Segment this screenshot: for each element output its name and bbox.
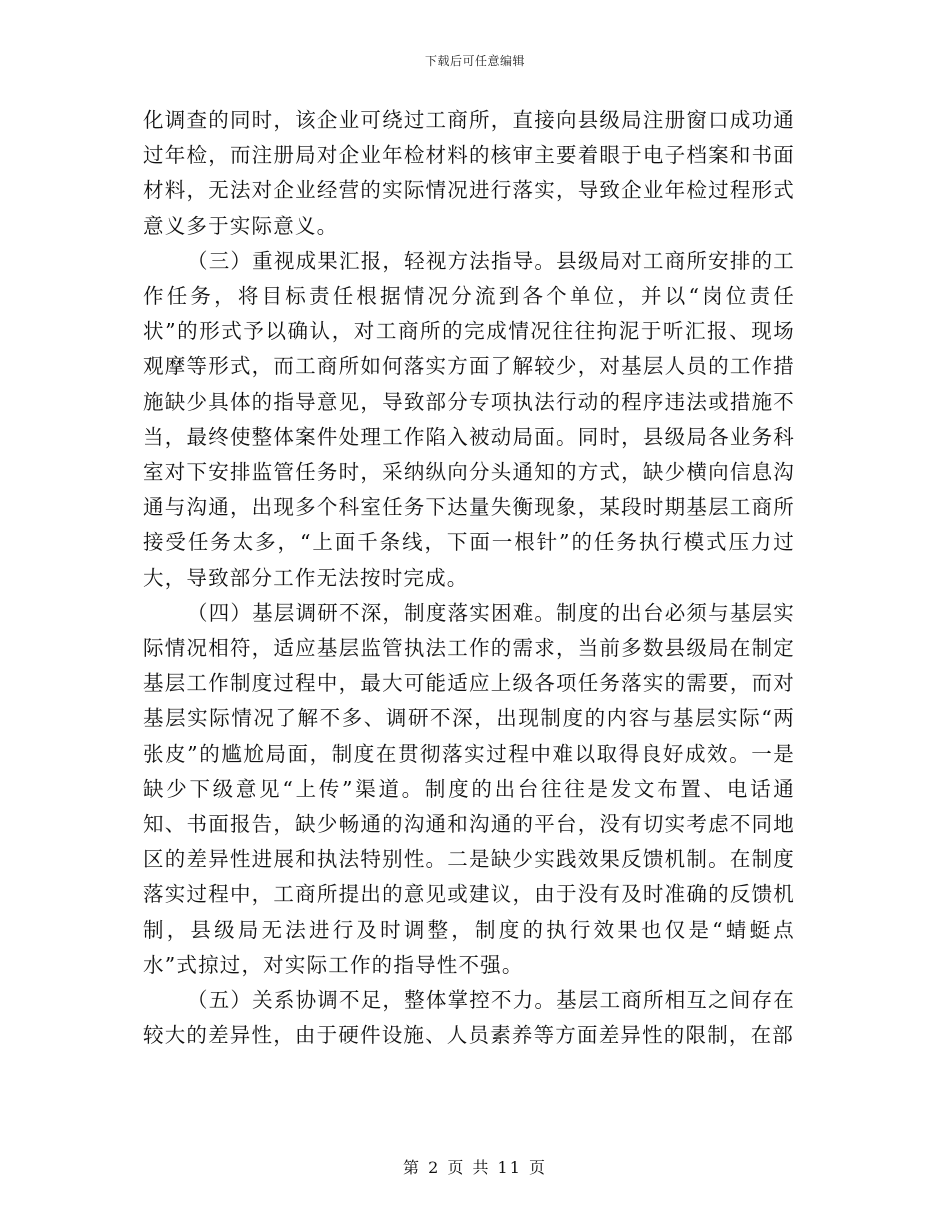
document-body	[143, 103, 795, 1053]
paragraph-continuation: 化调查的同时，该企业可绕过工商所，直接向县级局注册窗口成功通过年检，而注册局对企业年检材料的核审主要着眼于电子档案和书面材料，无法对企业经营的实际情况进行落实，导致企业年检过程形式意义多于实际意义。	[143, 108, 795, 238]
paragraph-section-3: （三）重视成果汇报，轻视方法指导。县级局对工商所安排的工作任务，将目标责任根据情况分流到各个单位，并以“岗位责任状”的形式予以确认，对工商所的完成情况往往拘泥于听汇报、现场观摩等形式，而工商所如何落实方面了解较少，对基层人员的工作措施缺少具体的指导意见，导致部分专项执法行动的程序违法或措施不当，最终使整体案件处理工作陷入被动局面。同时，县级局各业务科室对下安排监管任务时，采纳纵向分头通知的方式，缺少横向信息沟通与沟通，出现多个科室任务下达量失衡现象，某段时期基层工商所接受任务太多，“上面千条线，下面一根针”的任务执行模式压力过大，导致部分工作无法按时完成。	[143, 248, 795, 590]
page-number-footer: 第 2 页 共 11 页	[403, 1158, 547, 1177]
paragraph-section-4: （四）基层调研不深，制度落实困难。制度的出台必须与基层实际情况相符，适应基层监管执法工作的需求，当前多数县级局在制定基层工作制度过程中，最大可能适应上级各项任务落实的需要，而对基层实际情况了解不多、调研不深，出现制度的内容与基层实际“两张皮”的尴尬局面，制度在贯彻落实过程中难以取得良好成效。一是缺少下级意见“上传”渠道。制度的出台往往是发文布置、电话通知、书面报告，缺少畅通的沟通和沟通的平台，没有切实考虑不同地区的差异性进展和执法特别性。二是缺少实践效果反馈机制。在制度落实过程中，工商所提出的意见或建议，由于没有及时准确的反馈机制，县级局无法进行及时调整，制度的执行效果也仅是“蜻蜓点水”式掠过，对实际工作的指导性不强。	[143, 600, 795, 977]
page-header: 下载后可任意编辑	[424, 54, 525, 68]
paragraph-section-5: （五）关系协调不足，整体掌控不力。基层工商所相互之间存在较大的差异性，由于硬件设施、人员素养等方面差异性的限制，在部	[143, 988, 795, 1048]
